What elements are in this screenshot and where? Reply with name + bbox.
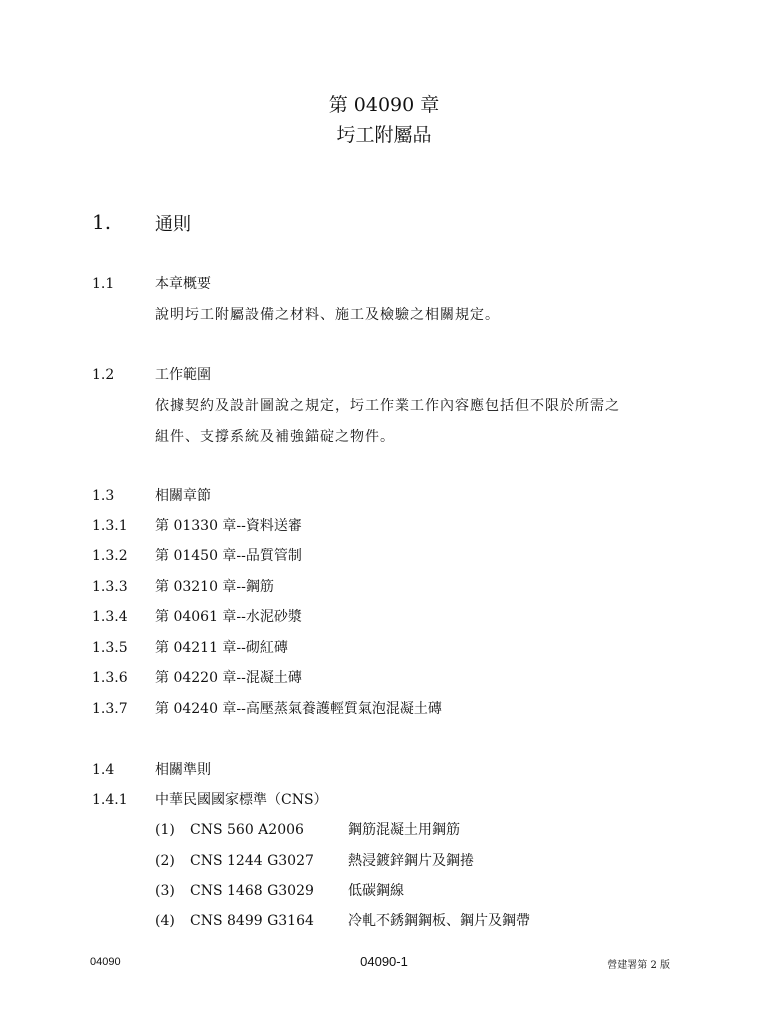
paragraph-line-2: 組件、支撐系統及補強錨碇之物件。 <box>155 429 395 445</box>
section-title: 通則 <box>155 214 191 235</box>
item-text: 第 04061 章--水泥砂漿 <box>155 609 302 625</box>
item-text: 第 04220 章--混凝土磚 <box>155 670 302 686</box>
subsection-number: 1.3 <box>92 488 115 504</box>
standard-index: (4) <box>155 913 175 929</box>
subsection-number: 1.4 <box>92 762 115 778</box>
footer-chapter-code: 04090 <box>90 956 121 968</box>
standard-description: 熱浸鍍鋅鋼片及鋼捲 <box>348 853 474 869</box>
item-number: 1.4.1 <box>92 792 128 808</box>
standard-code: CNS 8499 G3164 <box>190 913 314 929</box>
item-number: 1.3.2 <box>92 548 128 564</box>
standard-description: 低碳鋼線 <box>348 883 404 899</box>
standard-index: (3) <box>155 883 175 899</box>
standard-index: (1) <box>155 822 175 838</box>
chapter-title: 圬工附屬品 <box>336 124 432 146</box>
section-number: 1. <box>92 210 112 234</box>
item-text: 第 04211 章--砌紅磚 <box>155 640 288 656</box>
standard-code: CNS 560 A2006 <box>190 822 304 838</box>
standard-description: 冷軋不銹鋼鋼板、鋼片及鋼帶 <box>348 913 530 929</box>
item-number: 1.3.3 <box>92 579 128 595</box>
subsection-title: 相關章節 <box>155 488 211 504</box>
footer-edition: 營建署第 2 版 <box>607 960 670 971</box>
paragraph-line-1: 依據契約及設計圖說之規定，圬工作業工作內容應包括但不限於所需之 <box>155 398 620 414</box>
subsection-title: 相關準則 <box>155 762 211 778</box>
item-number: 1.3.6 <box>92 670 128 686</box>
standard-code: CNS 1468 G3029 <box>190 883 314 899</box>
item-number: 1.3.5 <box>92 640 128 656</box>
item-number: 1.3.7 <box>92 701 128 717</box>
paragraph: 說明圬工附屬設備之材料、施工及檢驗之相關規定。 <box>155 307 500 323</box>
item-number: 1.3.1 <box>92 518 128 534</box>
footer-page-number: 04090-1 <box>360 954 408 969</box>
item-text: 第 03210 章--鋼筋 <box>155 579 274 595</box>
standard-index: (2) <box>155 853 175 869</box>
subsection-number: 1.1 <box>92 276 115 292</box>
item-text: 第 01330 章--資料送審 <box>155 518 302 534</box>
standard-code: CNS 1244 G3027 <box>190 853 314 869</box>
subsection-title: 工作範圍 <box>155 367 211 383</box>
item-text: 第 01450 章--品質管制 <box>155 548 302 564</box>
standard-description: 鋼筋混凝土用鋼筋 <box>348 822 460 838</box>
subsection-title: 本章概要 <box>155 276 211 292</box>
item-text: 第 04240 章--高壓蒸氣養護輕質氣泡混凝土磚 <box>155 701 442 717</box>
item-text: 中華民國國家標準（CNS） <box>155 792 328 808</box>
chapter-number: 第 04090 章 <box>328 94 440 116</box>
subsection-number: 1.2 <box>92 367 115 383</box>
item-number: 1.3.4 <box>92 609 128 625</box>
